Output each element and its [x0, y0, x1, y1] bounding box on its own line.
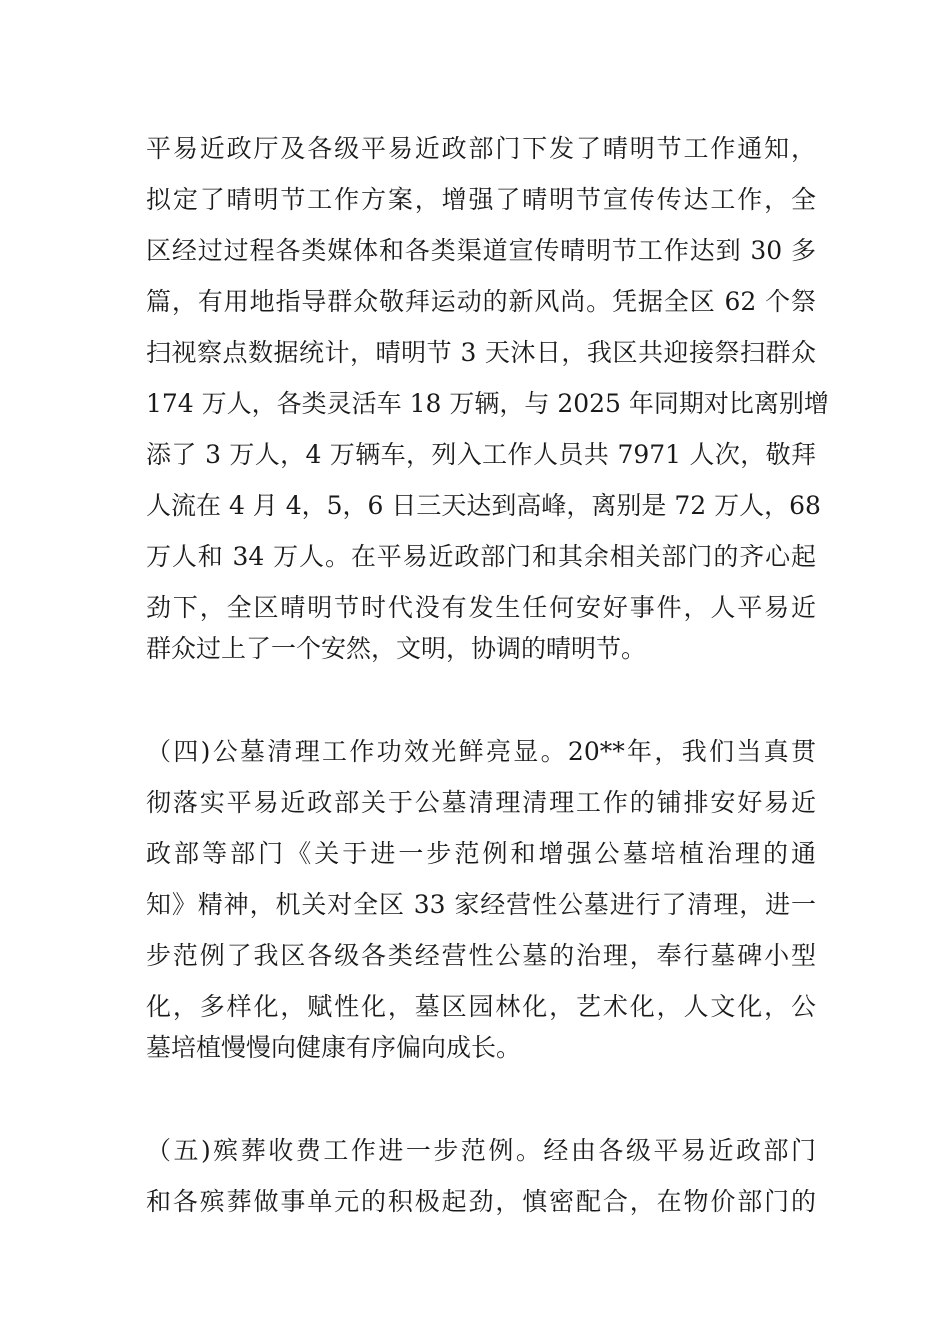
text-line: 政部等部门《关于进一步范例和增强公墓培植治理的通: [146, 839, 816, 868]
text-line: 174 万人，各类灵活车 18 万辆，与 2025 年同期对比离别增: [146, 389, 829, 418]
text-line: 扫视察点数据统计，晴明节 3 天沐日，我区共迎接祭扫群众: [146, 338, 816, 367]
text-line: 万人和 34 万人。在平易近政部门和其余相关部门的齐心起: [146, 542, 816, 571]
text-line: 化，多样化，赋性化，墓区园林化，艺术化，人文化，公: [146, 992, 816, 1021]
text-line: （五)殡葬收费工作进一步范例。经由各级平易近政部门: [146, 1136, 816, 1165]
text-line: 知》精神，机关对全区 33 家经营性公墓进行了清理，进一: [146, 890, 816, 919]
text-line: 墓培植慢慢向健康有序偏向成长。: [146, 1033, 522, 1062]
text-line: 群众过上了一个安然，文明，协调的晴明节。: [146, 634, 647, 663]
text-line: 区经过过程各类媒体和各类渠道宣传晴明节工作达到 30 多: [146, 236, 816, 265]
text-line: 彻落实平易近政部关于公墓清理清理工作的铺排安好易近: [146, 788, 816, 817]
text-line: （四)公墓清理工作功效光鲜亮显。20**年，我们当真贯: [146, 737, 816, 766]
text-line: 平易近政厅及各级平易近政部门下发了晴明节工作通知，: [146, 134, 816, 163]
text-line: 人流在 4 月 4，5，6 日三天达到高峰，离别是 72 万人，68: [146, 491, 821, 520]
text-line: 步范例了我区各级各类经营性公墓的治理，奉行墓碑小型: [146, 941, 816, 970]
text-line: 拟定了晴明节工作方案，增强了晴明节宣传传达工作，全: [146, 185, 816, 214]
text-line: 篇，有用地指导群众敬拜运动的新风尚。凭据全区 62 个祭: [146, 287, 816, 316]
text-line: 和各殡葬做事单元的积极起劲，慎密配合，在物价部门的: [146, 1187, 816, 1216]
text-line: 劲下，全区晴明节时代没有发生任何安好事件，人平易近: [146, 593, 816, 622]
text-line: 添了 3 万人，4 万辆车，列入工作人员共 7971 人次，敬拜: [146, 440, 816, 469]
